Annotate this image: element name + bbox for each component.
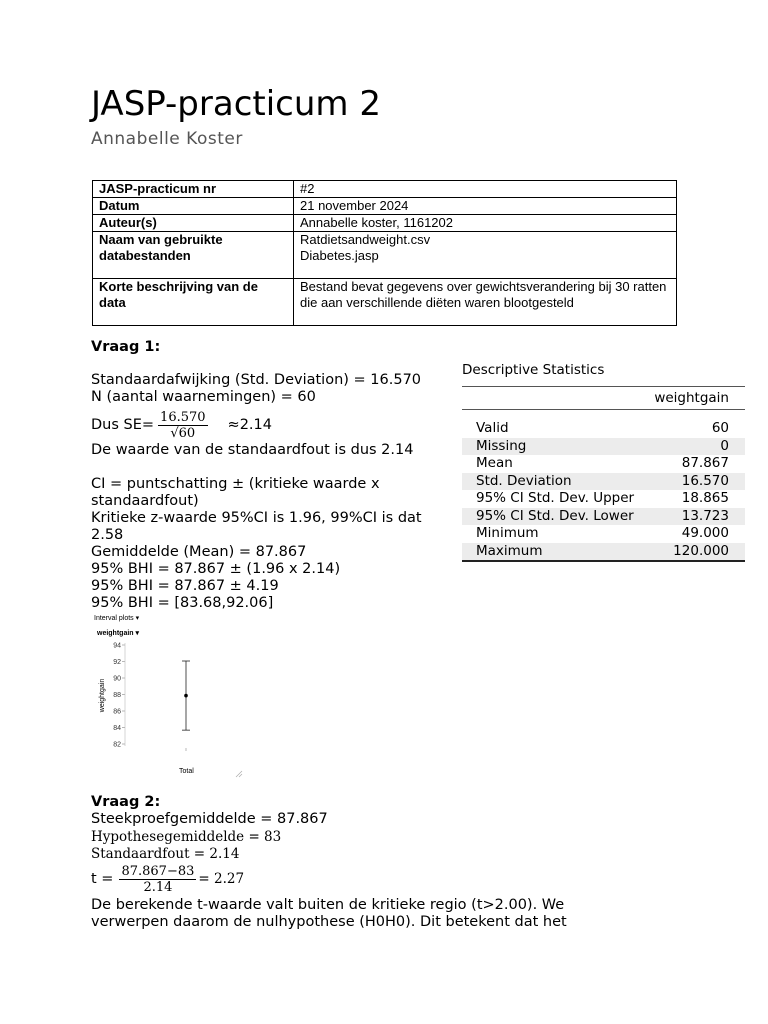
- y-tick-label: 82: [113, 741, 121, 749]
- t-numerator: 87.867−83: [121, 863, 195, 879]
- plot-header: Interval plots ▾: [94, 615, 140, 622]
- conclusion-line-1: De berekende t-waarde valt buiten de kritieke regio (t>2.00). We: [91, 897, 565, 913]
- plot-subheader: weightgain ▾: [97, 630, 140, 637]
- resize-handle-icon: [236, 771, 242, 777]
- table-row: [462, 438, 745, 456]
- meta-value: Ratdietsandweight.csv Diabetes.jasp: [294, 232, 677, 279]
- table-row: [93, 215, 677, 232]
- table-row: [93, 232, 677, 279]
- ci-definition-1: CI = puntschatting ± (kritieke waarde x: [91, 476, 380, 492]
- stat-value: 49.000: [681, 525, 729, 541]
- meta-value: 21 november 2024: [294, 198, 677, 215]
- y-tick-label: 92: [113, 659, 121, 666]
- stat-label: 95% CI Std. Dev. Lower: [476, 507, 634, 524]
- interval-plot-canvas: [94, 614, 244, 779]
- stat-value: 16.570: [681, 472, 729, 489]
- table-row: [462, 455, 745, 473]
- descriptive-stats-table: [462, 386, 745, 562]
- bhi-line-1: 95% BHI = 87.867 ± (1.96 x 2.14): [91, 561, 341, 577]
- table-row: [93, 181, 677, 198]
- meta-key: Auteur(s): [93, 215, 294, 232]
- stat-value: 60: [711, 420, 729, 436]
- table-row: [462, 508, 745, 526]
- stat-value: 0: [720, 437, 729, 454]
- plot-ylabel: weightgain: [99, 678, 107, 713]
- n-line: N (aantal waarnemingen) = 60: [91, 389, 316, 405]
- column-header: weightgain: [654, 390, 729, 406]
- table-row: [462, 525, 745, 543]
- question-2-heading: Vraag 2:: [91, 794, 161, 810]
- table-row: [462, 420, 745, 438]
- meta-table: [92, 180, 677, 326]
- meta-value: Annabelle koster, 1161202: [294, 215, 677, 232]
- z-line-2: 2.58: [91, 527, 124, 543]
- descriptive-rows: [462, 420, 745, 560]
- bhi-line-2: 95% BHI = 87.867 ± 4.19: [91, 578, 279, 594]
- document-title: JASP-practicum 2: [91, 84, 381, 124]
- meta-value: Bestand bevat gegevens over gewichtsverandering bij 30 ratten die aan verschillende diëten waren blootgesteld: [294, 279, 677, 326]
- stat-value: 120.000: [673, 542, 729, 559]
- mean-point: [184, 694, 188, 698]
- y-tick-label: 94: [113, 642, 121, 650]
- hypothesis-mean-line: Hypothesegemiddelde = 83: [91, 829, 282, 845]
- t-formula: [91, 862, 244, 896]
- sample-mean-line: Steekproefgemiddelde = 87.867: [91, 811, 328, 827]
- stat-label: Std. Deviation: [476, 472, 572, 489]
- bhi-line-3: 95% BHI = [83.68,92.06]: [91, 595, 274, 611]
- table-row: [462, 543, 745, 561]
- se-numerator: 16.570: [160, 409, 206, 425]
- interval-plot: [94, 614, 244, 779]
- se-formula: [91, 407, 272, 443]
- conclusion-line-2: verwerpen daarom de nulhypothese (H0H0). Dit betekent dat het: [91, 914, 567, 930]
- document-author: Annabelle Koster: [91, 129, 243, 149]
- stat-value: 18.865: [681, 490, 729, 506]
- stat-label: Valid: [476, 420, 509, 436]
- meta-key: JASP-practicum nr: [93, 181, 294, 198]
- stat-value: 87.867: [681, 455, 729, 471]
- t-fraction: [119, 864, 196, 895]
- meta-key: Datum: [93, 198, 294, 215]
- se-result: ≈2.14: [227, 416, 272, 433]
- table-row: [93, 198, 677, 215]
- sd-line: Standaardafwijking (Std. Deviation) = 16.570: [91, 372, 422, 388]
- y-tick-label: 84: [113, 725, 121, 732]
- y-tick-label: 90: [113, 675, 121, 683]
- ci-definition-2: standaardfout): [91, 493, 199, 509]
- plot-xlabel: Total: [179, 768, 194, 775]
- z-line-1: Kritieke z-waarde 95%CI is 1.96, 99%CI is dat: [91, 510, 422, 526]
- table-bottom-rule: [462, 560, 745, 562]
- stat-label: Maximum: [476, 542, 543, 559]
- table-header-rule: [462, 409, 745, 410]
- y-tick-label: 88: [113, 692, 121, 699]
- descriptive-stats-title: Descriptive Statistics: [462, 362, 605, 378]
- se-prefix: Dus SE=: [91, 416, 155, 433]
- table-row: [462, 473, 745, 491]
- meta-value: #2: [294, 181, 677, 198]
- se-conclusion: De waarde van de standaardfout is dus 2.14: [91, 442, 414, 458]
- table-row: [462, 490, 745, 508]
- se-denominator: √60: [170, 425, 196, 441]
- stat-value: 13.723: [681, 507, 729, 524]
- stat-label: 95% CI Std. Dev. Upper: [476, 490, 635, 506]
- y-tick-label: 86: [113, 708, 121, 716]
- table-row: [93, 279, 677, 326]
- meta-key: Naam van gebruikte databestanden: [93, 232, 294, 279]
- mean-line: Gemiddelde (Mean) = 87.867: [91, 544, 307, 560]
- stat-label: Missing: [476, 437, 527, 454]
- standard-error-line: Standaardfout = 2.14: [91, 846, 240, 862]
- t-prefix: t =: [91, 870, 114, 887]
- t-result: = 2.27: [198, 870, 245, 887]
- t-denominator: 2.14: [143, 879, 173, 895]
- se-fraction: [158, 410, 208, 441]
- meta-key: Korte beschrijving van de data: [93, 279, 294, 326]
- question-1-heading: Vraag 1:: [91, 339, 161, 355]
- stat-label: Mean: [476, 455, 513, 471]
- stat-label: Minimum: [476, 525, 539, 541]
